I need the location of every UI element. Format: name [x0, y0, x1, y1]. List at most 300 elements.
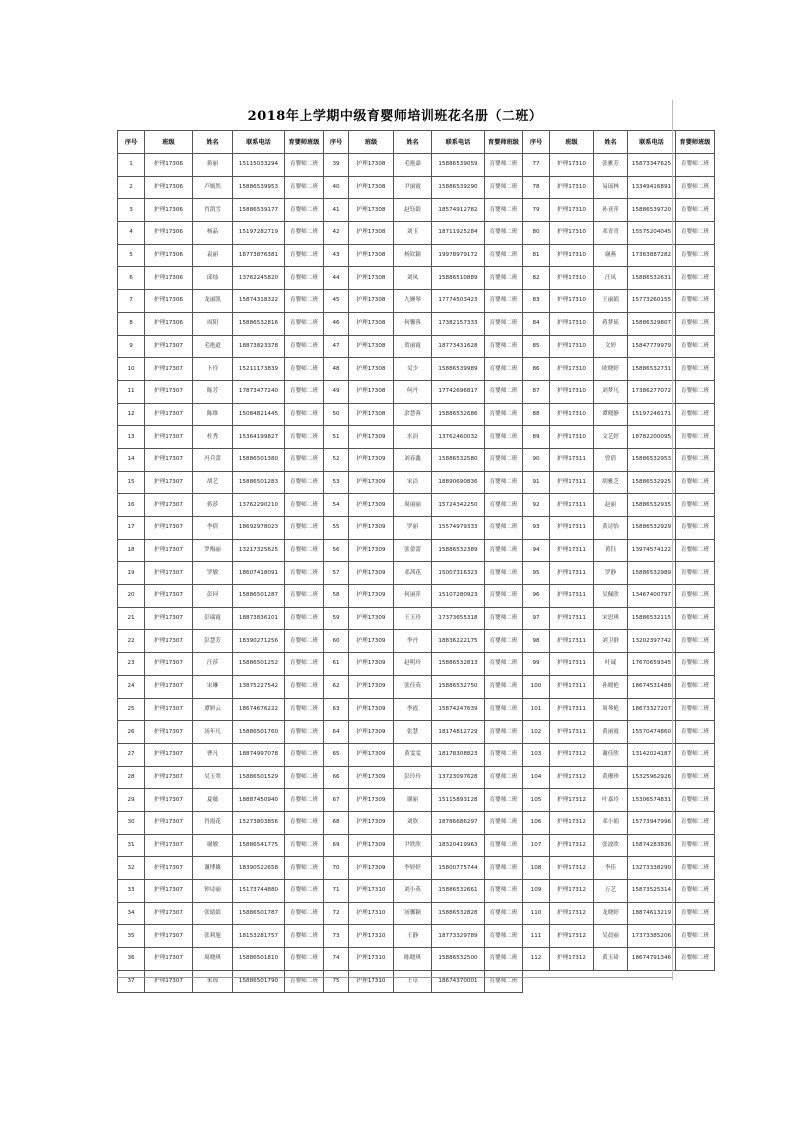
class-cell: 护理17309 — [349, 471, 394, 494]
course-cell: 育婴师二班 — [676, 199, 715, 222]
phone-cell: 15886501760 — [233, 721, 285, 744]
seq-cell: 2 — [118, 176, 145, 199]
class-cell: 护理17310 — [550, 176, 594, 199]
class-cell: 护理17311 — [550, 562, 594, 585]
phone-cell: 15886532925 — [628, 471, 676, 494]
seq-cell: 90 — [523, 448, 550, 471]
class-cell: 护理17309 — [349, 675, 394, 698]
seq-cell: 108 — [523, 857, 550, 880]
name-cell: 宋思琪 — [594, 607, 628, 630]
class-cell: 护理17307 — [145, 426, 193, 449]
name-cell: 谢燕 — [594, 244, 628, 267]
name-cell: 谢丽 — [394, 789, 432, 812]
class-cell: 护理17311 — [550, 517, 594, 540]
phone-cell: 15724342250 — [432, 494, 485, 517]
class-cell: 护理17312 — [550, 743, 594, 766]
phone-cell: 15886501790 — [233, 970, 285, 993]
seq-cell: 36 — [118, 948, 145, 971]
seq-cell: 60 — [324, 630, 349, 653]
table-row — [118, 358, 715, 381]
course-cell: 育婴师二班 — [285, 970, 324, 993]
course-cell: 育婴师二班 — [676, 517, 715, 540]
name-cell: 余慧蓉 — [394, 403, 432, 426]
class-cell: 护理17309 — [349, 494, 394, 517]
name-cell: 邓小娟 — [594, 811, 628, 834]
phone-cell: 15574979333 — [432, 517, 485, 540]
phone-cell: 15886532686 — [432, 403, 485, 426]
header-phone: 联系电话 — [432, 131, 485, 154]
course-cell: 育婴师二班 — [285, 471, 324, 494]
name-cell: 陈芳 — [193, 380, 233, 403]
class-cell: 护理17306 — [145, 154, 193, 177]
class-cell: 护理17307 — [145, 925, 193, 948]
class-cell: 护理17308 — [349, 154, 394, 177]
phone-cell: 18674791346 — [628, 948, 676, 971]
course-cell: 育婴师二班 — [485, 675, 523, 698]
phone-cell: 18320419963 — [432, 834, 485, 857]
phone-cell: 18773329789 — [432, 925, 485, 948]
class-cell: 护理17309 — [349, 834, 394, 857]
header-seq: 序号 — [118, 131, 145, 154]
seq-cell: 26 — [118, 721, 145, 744]
name-cell: 欧晓婷 — [594, 358, 628, 381]
name-cell: 胡雅芝 — [594, 471, 628, 494]
course-cell: 育婴师二班 — [285, 789, 324, 812]
seq-cell: 63 — [324, 698, 349, 721]
name-cell: 刘欣 — [394, 811, 432, 834]
seq-cell: 44 — [324, 267, 349, 290]
table-row — [118, 607, 715, 630]
name-cell: 王玉玲 — [394, 607, 432, 630]
course-cell: 育婴师二班 — [285, 721, 324, 744]
name-cell: 王丽娟 — [594, 290, 628, 313]
header-class: 班级 — [349, 131, 394, 154]
phone-cell: 18674370001 — [432, 970, 485, 993]
phone-cell: 15886501529 — [233, 766, 285, 789]
course-cell: 育婴师二班 — [485, 403, 523, 426]
name-cell: 肖霞花 — [193, 811, 233, 834]
seq-cell: 15 — [118, 471, 145, 494]
name-cell: 罗丽 — [394, 517, 432, 540]
name-cell: 李婷婷 — [394, 857, 432, 880]
phone-cell: 15575204045 — [628, 222, 676, 245]
class-cell: 护理17307 — [145, 902, 193, 925]
phone-cell: 13142024187 — [628, 743, 676, 766]
document-title: 2018年上学期中级育婴师培训班花名册（二班） — [247, 109, 543, 124]
course-cell: 育婴师二班 — [285, 494, 324, 517]
course-cell: 育婴师二班 — [285, 380, 324, 403]
roster-table — [117, 130, 715, 993]
course-cell: 育婴师二班 — [676, 948, 715, 971]
phone-cell: 15773947996 — [628, 811, 676, 834]
course-cell: 育婴师二班 — [676, 494, 715, 517]
class-cell: 护理17308 — [349, 290, 394, 313]
seq-cell: 78 — [523, 176, 550, 199]
course-cell: 育婴师二班 — [676, 426, 715, 449]
name-cell: 朱琼 — [193, 970, 233, 993]
course-cell: 育婴师二班 — [485, 562, 523, 585]
class-cell: 护理17308 — [349, 403, 394, 426]
name-cell: 彭慧芳 — [193, 630, 233, 653]
seq-cell: 102 — [523, 721, 550, 744]
class-cell: 护理17311 — [550, 471, 594, 494]
name-cell: 曾倩 — [594, 448, 628, 471]
course-cell: 育婴师二班 — [676, 222, 715, 245]
class-cell: 护理17311 — [550, 698, 594, 721]
seq-cell: 34 — [118, 902, 145, 925]
seq-cell: 50 — [324, 403, 349, 426]
seq-cell: 9 — [118, 335, 145, 358]
phone-cell: 15886501283 — [233, 471, 285, 494]
name-cell: 九婉琴 — [394, 290, 432, 313]
phone-cell: 13467400797 — [628, 585, 676, 608]
table-row — [118, 494, 715, 517]
phone-cell: 18874613219 — [628, 902, 676, 925]
name-cell: 杜秀 — [193, 426, 233, 449]
empty-cell — [628, 970, 676, 993]
seq-cell: 83 — [523, 290, 550, 313]
phone-cell: 15886539989 — [432, 358, 485, 381]
course-cell: 育婴师二班 — [676, 789, 715, 812]
seq-cell: 18 — [118, 539, 145, 562]
course-cell: 育婴师二班 — [485, 653, 523, 676]
class-cell: 护理17307 — [145, 630, 193, 653]
course-cell: 育婴师二班 — [676, 312, 715, 335]
name-cell: 邱灿 — [193, 267, 233, 290]
class-cell: 护理17307 — [145, 948, 193, 971]
name-cell: 张雅芳 — [594, 154, 628, 177]
class-cell: 护理17307 — [145, 607, 193, 630]
class-cell: 护理17307 — [145, 448, 193, 471]
course-cell: 育婴师二班 — [485, 267, 523, 290]
phone-cell: 15800775744 — [432, 857, 485, 880]
name-cell: 王静 — [394, 925, 432, 948]
seq-cell: 33 — [118, 880, 145, 903]
course-cell: 育婴师二班 — [676, 403, 715, 426]
table-row — [118, 471, 715, 494]
name-cell: 周阳 — [193, 312, 233, 335]
course-cell: 育婴师二班 — [676, 154, 715, 177]
table-row — [118, 880, 715, 903]
name-cell: 宋琳 — [193, 675, 233, 698]
class-cell: 护理17312 — [550, 834, 594, 857]
phone-cell: 15886501380 — [233, 448, 285, 471]
class-cell: 护理17311 — [550, 653, 594, 676]
class-cell: 护理17309 — [349, 811, 394, 834]
class-cell: 护理17310 — [349, 880, 394, 903]
table-row — [118, 857, 715, 880]
course-cell: 育婴师二班 — [285, 698, 324, 721]
class-cell: 护理17307 — [145, 494, 193, 517]
seq-cell: 6 — [118, 267, 145, 290]
seq-cell: 98 — [523, 630, 550, 653]
phone-cell: 15773260155 — [628, 290, 676, 313]
course-cell: 育婴师二班 — [285, 880, 324, 903]
class-cell: 护理17312 — [550, 857, 594, 880]
class-cell: 护理17310 — [550, 403, 594, 426]
course-cell: 育婴师二班 — [285, 539, 324, 562]
table-row — [118, 789, 715, 812]
course-cell: 育婴师二班 — [485, 494, 523, 517]
phone-cell: 13762245820 — [233, 267, 285, 290]
class-cell: 护理17307 — [145, 970, 193, 993]
course-cell: 育婴师二班 — [285, 290, 324, 313]
seq-cell: 96 — [523, 585, 550, 608]
phone-cell: 13349416891 — [628, 176, 676, 199]
name-cell: 李倩 — [193, 517, 233, 540]
header-course: 育婴师班级 — [676, 131, 715, 154]
class-cell: 护理17307 — [145, 857, 193, 880]
table-row — [118, 925, 715, 948]
course-cell: 育婴师二班 — [285, 403, 324, 426]
course-cell: 育婴师二班 — [676, 290, 715, 313]
name-cell: 孙晓艳 — [594, 675, 628, 698]
phone-cell: 15886541775 — [233, 834, 285, 857]
class-cell: 护理17308 — [349, 244, 394, 267]
class-cell: 护理17311 — [550, 675, 594, 698]
course-cell: 育婴师二班 — [676, 902, 715, 925]
course-cell: 育婴师二班 — [676, 721, 715, 744]
name-cell: 刘玉 — [394, 222, 432, 245]
name-cell: 刘凤 — [394, 267, 432, 290]
class-cell: 护理17306 — [145, 267, 193, 290]
phone-cell: 17373385206 — [628, 925, 676, 948]
header-class: 班级 — [145, 131, 193, 154]
seq-cell: 88 — [523, 403, 550, 426]
phone-cell: 15874283836 — [628, 834, 676, 857]
name-cell: 张慧 — [394, 721, 432, 744]
course-cell: 育婴师二班 — [485, 517, 523, 540]
course-cell: 育婴师二班 — [485, 380, 523, 403]
seq-cell: 103 — [523, 743, 550, 766]
phone-cell: 18574912782 — [432, 199, 485, 222]
name-cell: 叶诚 — [594, 653, 628, 676]
name-cell: 邓茜花 — [394, 562, 432, 585]
table-row — [118, 426, 715, 449]
course-cell: 育婴师二班 — [285, 630, 324, 653]
header-seq: 序号 — [324, 131, 349, 154]
class-cell: 护理17311 — [550, 448, 594, 471]
name-cell: 汤馨颖 — [394, 902, 432, 925]
phone-cell: 18773431628 — [432, 335, 485, 358]
phone-cell: 15886532953 — [628, 448, 676, 471]
class-cell: 护理17308 — [349, 267, 394, 290]
course-cell: 育婴师二班 — [676, 675, 715, 698]
course-cell: 育婴师二班 — [485, 154, 523, 177]
course-cell: 育婴师二班 — [285, 426, 324, 449]
class-cell: 护理17309 — [349, 607, 394, 630]
seq-cell: 86 — [523, 358, 550, 381]
phone-cell: 17363887282 — [628, 244, 676, 267]
empty-cell — [523, 970, 550, 993]
phone-cell: 15886532661 — [432, 880, 485, 903]
header-row — [118, 131, 715, 154]
course-cell: 育婴师二班 — [676, 585, 715, 608]
phone-cell: 18873823378 — [233, 335, 285, 358]
name-cell: 吴晨丽 — [594, 925, 628, 948]
name-cell: 卜玲 — [193, 358, 233, 381]
course-cell: 育婴师二班 — [285, 562, 324, 585]
name-cell: 黄玉琦 — [594, 948, 628, 971]
seq-cell: 12 — [118, 403, 145, 426]
class-cell: 护理17311 — [550, 721, 594, 744]
course-cell: 育婴师二班 — [485, 766, 523, 789]
phone-cell: 15886532500 — [432, 948, 485, 971]
phone-cell: 15874247639 — [432, 698, 485, 721]
phone-cell: 15886501252 — [233, 653, 285, 676]
class-cell: 护理17310 — [550, 244, 594, 267]
phone-cell: 15886532115 — [628, 607, 676, 630]
seq-cell: 65 — [324, 743, 349, 766]
course-cell: 育婴师二班 — [676, 358, 715, 381]
phone-cell: 19978979172 — [432, 244, 485, 267]
course-cell: 育婴师二班 — [285, 244, 324, 267]
course-cell: 育婴师二班 — [676, 335, 715, 358]
phone-cell: 17386277072 — [628, 380, 676, 403]
name-cell: 黄珊珍 — [594, 766, 628, 789]
course-cell: 育婴师二班 — [676, 630, 715, 653]
name-cell: 张佳英 — [394, 675, 432, 698]
seq-cell: 110 — [523, 902, 550, 925]
class-cell: 护理17309 — [349, 426, 394, 449]
name-cell: 汤年凡 — [193, 721, 233, 744]
header-phone: 联系电话 — [628, 131, 676, 154]
phone-cell: 15886501787 — [233, 902, 285, 925]
course-cell: 育婴师二班 — [285, 675, 324, 698]
name-cell: 胡艺 — [193, 471, 233, 494]
course-cell: 育婴师二班 — [485, 585, 523, 608]
class-cell: 护理17306 — [145, 222, 193, 245]
phone-cell: 15886532929 — [628, 517, 676, 540]
name-cell: 冯兵蕾 — [193, 448, 233, 471]
header-course: 育婴师班级 — [485, 131, 523, 154]
name-cell: 龙丽凯 — [193, 290, 233, 313]
seq-cell: 106 — [523, 811, 550, 834]
course-cell: 育婴师二班 — [285, 358, 324, 381]
name-cell: 张蕾蕾 — [394, 539, 432, 562]
phone-cell: 15115033294 — [233, 154, 285, 177]
class-cell: 护理17310 — [349, 970, 394, 993]
seq-cell: 89 — [523, 426, 550, 449]
phone-cell: 13217325625 — [233, 539, 285, 562]
seq-cell: 25 — [118, 698, 145, 721]
seq-cell: 22 — [118, 630, 145, 653]
name-cell: 张莉旭 — [193, 925, 233, 948]
course-cell: 育婴师二班 — [485, 948, 523, 971]
table-row — [118, 562, 715, 585]
header-seq: 序号 — [523, 131, 550, 154]
name-cell: 蒋莎 — [193, 494, 233, 517]
seq-cell: 46 — [324, 312, 349, 335]
seq-cell: 49 — [324, 380, 349, 403]
seq-cell: 95 — [523, 562, 550, 585]
phone-cell: 13202397742 — [628, 630, 676, 653]
phone-cell: 18390522658 — [233, 857, 285, 880]
table-row — [118, 244, 715, 267]
course-cell: 育婴师二班 — [485, 834, 523, 857]
class-cell: 护理17310 — [550, 380, 594, 403]
class-cell: 护理17308 — [349, 380, 394, 403]
seq-cell: 32 — [118, 857, 145, 880]
seq-cell: 30 — [118, 811, 145, 834]
course-cell: 育婴师二班 — [485, 222, 523, 245]
name-cell: 何馨蓉 — [394, 312, 432, 335]
name-cell: 毛艳道 — [193, 335, 233, 358]
phone-cell: 18174812729 — [432, 721, 485, 744]
phone-cell: 13723097628 — [432, 766, 485, 789]
name-cell: 谭晓静 — [594, 403, 628, 426]
seq-cell: 45 — [324, 290, 349, 313]
class-cell: 护理17307 — [145, 766, 193, 789]
phone-cell: 15007316323 — [432, 562, 485, 585]
seq-cell: 41 — [324, 199, 349, 222]
header-name: 姓名 — [594, 131, 628, 154]
name-cell: 吴玉翠 — [193, 766, 233, 789]
course-cell: 育婴师二班 — [285, 607, 324, 630]
table-row — [118, 902, 715, 925]
class-cell: 护理17311 — [550, 539, 594, 562]
name-cell: 毛艳嘉 — [394, 154, 432, 177]
seq-cell: 73 — [324, 925, 349, 948]
phone-cell: 17670659345 — [628, 653, 676, 676]
seq-cell: 69 — [324, 834, 349, 857]
phone-cell: 13762290210 — [233, 494, 285, 517]
phone-cell: 18887450940 — [233, 789, 285, 812]
table-row — [118, 222, 715, 245]
name-cell: 彭珂 — [193, 585, 233, 608]
table-row — [118, 834, 715, 857]
name-cell: 尹欣欣 — [394, 834, 432, 857]
seq-cell: 62 — [324, 675, 349, 698]
phone-cell: 13875227542 — [233, 675, 285, 698]
course-cell: 育婴师二班 — [676, 766, 715, 789]
course-cell: 育婴师二班 — [676, 539, 715, 562]
class-cell: 护理17310 — [550, 426, 594, 449]
name-cell: 李霞 — [394, 698, 432, 721]
table-row — [118, 630, 715, 653]
course-cell: 育婴师二班 — [285, 176, 324, 199]
course-cell: 育婴师二班 — [676, 380, 715, 403]
phone-cell: 15886539953 — [233, 176, 285, 199]
phone-cell: 15886532750 — [432, 675, 485, 698]
seq-cell: 13 — [118, 426, 145, 449]
course-cell: 育婴师二班 — [676, 562, 715, 585]
class-cell: 护理17309 — [349, 630, 394, 653]
name-cell: 袁丽 — [193, 244, 233, 267]
phone-cell: 18773876381 — [233, 244, 285, 267]
seq-cell: 97 — [523, 607, 550, 630]
name-cell: 贺丽霞 — [394, 335, 432, 358]
phone-cell: 18786686297 — [432, 811, 485, 834]
header-name: 姓名 — [394, 131, 432, 154]
phone-cell: 18836222175 — [432, 630, 485, 653]
name-cell: 黄钰 — [594, 539, 628, 562]
name-cell: 文艺婷 — [594, 426, 628, 449]
seq-cell: 82 — [523, 267, 550, 290]
phone-cell: 18692978023 — [233, 517, 285, 540]
seq-cell: 11 — [118, 380, 145, 403]
name-cell: 卢嫣然 — [193, 176, 233, 199]
seq-cell: 92 — [523, 494, 550, 517]
seq-cell: 48 — [324, 358, 349, 381]
seq-cell: 66 — [324, 766, 349, 789]
class-cell: 护理17311 — [550, 585, 594, 608]
phone-cell: 17742696817 — [432, 380, 485, 403]
phone-cell: 13762460032 — [432, 426, 485, 449]
course-cell: 育婴师二班 — [485, 630, 523, 653]
class-cell: 护理17308 — [349, 358, 394, 381]
course-cell: 育婴师二班 — [485, 290, 523, 313]
